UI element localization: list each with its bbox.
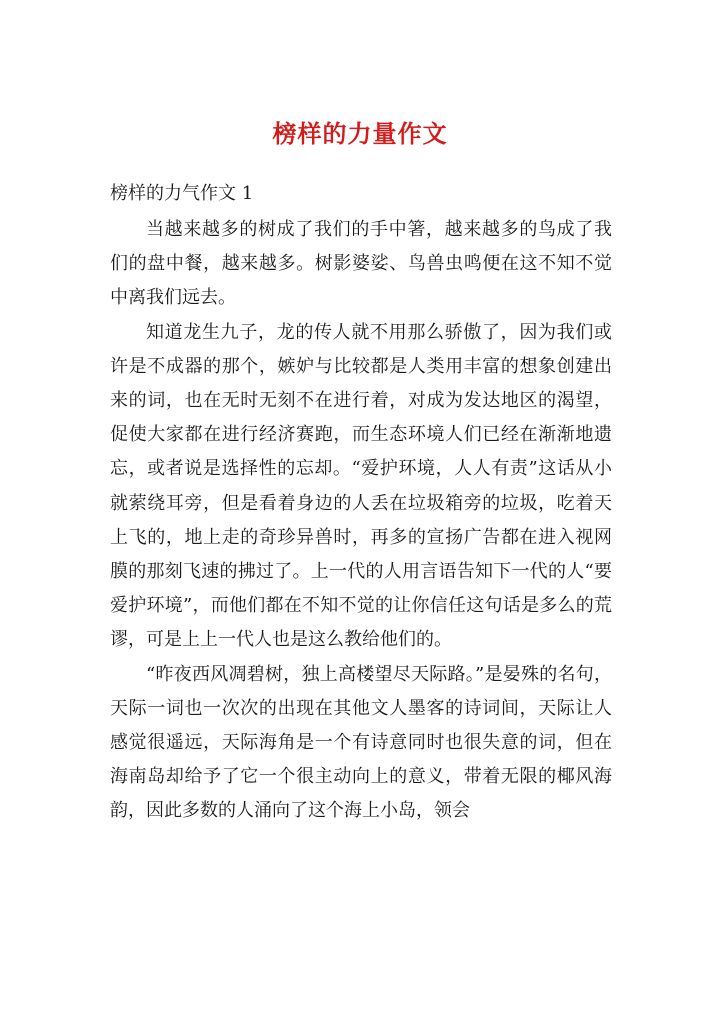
document-title: 榜样的力量作文 [272, 119, 448, 148]
document-subtitle: 榜样的力气作文 1 [110, 183, 254, 204]
paragraph-1: 当越来越多的树成了我们的手中箸，越来越多的鸟成了我们的盘中餐，越来越多。树影婆娑、鸟兽虫鸣便在这不知不觉中离我们远去。 [110, 219, 612, 309]
paragraph-3: “昨夜西风凋碧树，独上高楼望尽天际路。”是晏殊的名句，天际一词也一次次的出现在其他文人墨客的诗词间，天际让人感觉很遥远，天际海角是一个有诗意同时也很失意的词，但在海南岛却给予了它一个很主动向上的意义，带着无限的椰风海韵，因此多数的人涌向了这个海上小岛，领会 [110, 663, 612, 822]
paragraph-2: 知道龙生九子，龙的传人就不用那么骄傲了，因为我们或许是不成器的那个，嫉妒与比较都是人类用丰富的想象创建出来的词，也在无时无刻不在进行着，对成为发达地区的渴望，促使大家都在进行经济赛跑，而生态环境人们已经在渐渐地遗忘，或者说是选择性的忘却。“爱护环境，人人有责”这话从小就萦绕耳旁，但是看着身边的人丢在垃圾箱旁的垃圾，吃着天上飞的，地上走的奇珍异兽时，再多的宣扬广告都在进入视网膜的那刻飞速的拂过了。上一代的人用言语告知下一代的人“要爱护环境”，而他们都在不知不觉的让你信任这句话是多么的荒谬，可是上上一代人也是这么教给他们的。 [110, 321, 612, 651]
document-body [110, 213, 612, 829]
